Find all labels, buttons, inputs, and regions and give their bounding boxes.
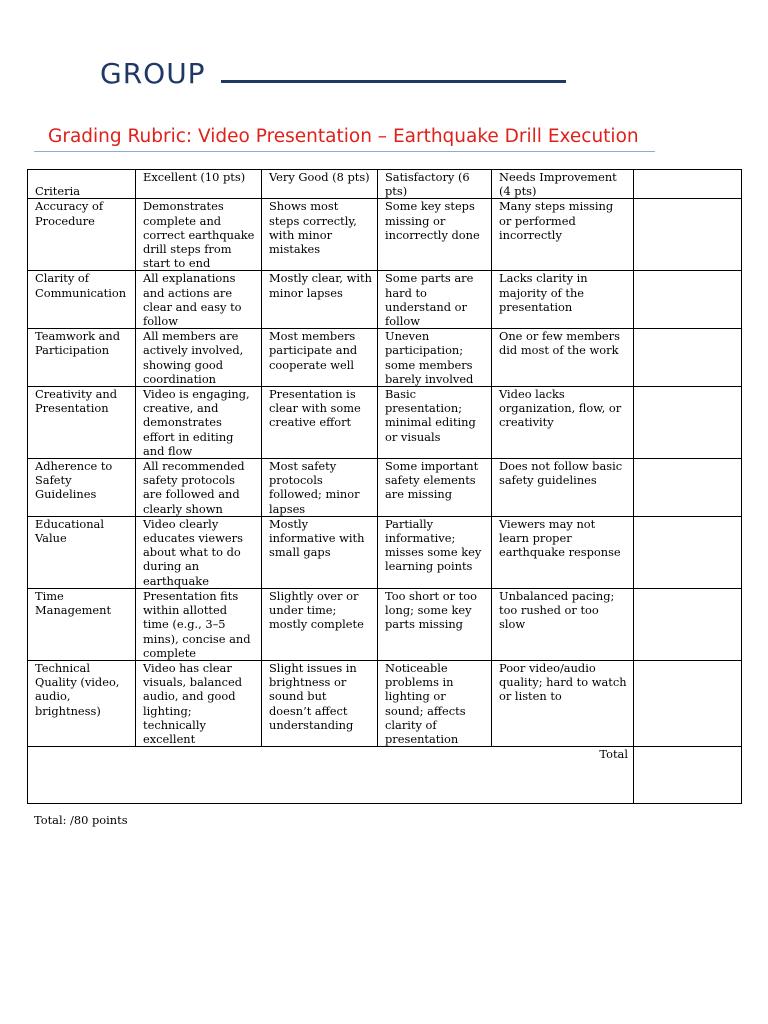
- score-cell[interactable]: [634, 271, 742, 329]
- needs-improvement-cell: Video lacks organization, flow, or creativity: [492, 387, 634, 459]
- group-label: GROUP: [100, 57, 206, 90]
- very-good-cell: Mostly clear, with minor lapses: [262, 271, 378, 329]
- title-divider: [34, 151, 655, 152]
- satisfactory-cell: Uneven participation; some members barely involved: [378, 329, 492, 387]
- satisfactory-cell: Some important safety elements are missing: [378, 459, 492, 517]
- total-label: Total: [28, 747, 634, 804]
- satisfactory-cell: Basic presentation; minimal editing or visuals: [378, 387, 492, 459]
- table-row: [28, 516, 742, 588]
- satisfactory-cell: Noticeable problems in lighting or sound; affects clarity of presentation: [378, 660, 492, 746]
- satisfactory-cell: Partially informative; misses some key learning points: [378, 516, 492, 588]
- header-very-good: Very Good (8 pts): [262, 170, 378, 199]
- score-cell[interactable]: [634, 459, 742, 517]
- satisfactory-cell: Some key steps missing or incorrectly done: [378, 199, 492, 271]
- page-title: Grading Rubric: Video Presentation – Earthquake Drill Execution: [48, 126, 639, 147]
- header-score: [634, 170, 742, 199]
- satisfactory-cell: Too short or too long; some key parts missing: [378, 588, 492, 660]
- very-good-cell: Presentation is clear with some creative effort: [262, 387, 378, 459]
- criteria-cell: Technical Quality (video, audio, brightness): [28, 660, 136, 746]
- very-good-cell: Most members participate and cooperate well: [262, 329, 378, 387]
- satisfactory-cell: Some parts are hard to understand or follow: [378, 271, 492, 329]
- excellent-cell: Demonstrates complete and correct earthquake drill steps from start to end: [136, 199, 262, 271]
- very-good-cell: Slight issues in brightness or sound but doesn’t affect understanding: [262, 660, 378, 746]
- excellent-cell: Video has clear visuals, balanced audio, and good lighting; technically excellent: [136, 660, 262, 746]
- score-cell[interactable]: [634, 387, 742, 459]
- very-good-cell: Most safety protocols followed; minor lapses: [262, 459, 378, 517]
- table-row: [28, 588, 742, 660]
- excellent-cell: All explanations and actions are clear and easy to follow: [136, 271, 262, 329]
- header-criteria-text: Criteria: [35, 184, 81, 199]
- very-good-cell: Shows most steps correctly, with minor mistakes: [262, 199, 378, 271]
- total-points-note: Total: /80 points: [34, 813, 128, 827]
- table-row: [28, 660, 742, 746]
- excellent-cell: Video clearly educates viewers about what to do during an earthquake: [136, 516, 262, 588]
- total-score-cell[interactable]: [634, 747, 742, 804]
- score-cell[interactable]: [634, 516, 742, 588]
- criteria-cell: Creativity and Presentation: [28, 387, 136, 459]
- group-name-blank: [221, 50, 566, 83]
- criteria-cell: Teamwork and Participation: [28, 329, 136, 387]
- header-criteria: [28, 170, 136, 199]
- needs-improvement-cell: Lacks clarity in majority of the presentation: [492, 271, 634, 329]
- needs-improvement-cell: One or few members did most of the work: [492, 329, 634, 387]
- criteria-cell: Time Management: [28, 588, 136, 660]
- score-cell[interactable]: [634, 660, 742, 746]
- group-heading: [100, 50, 566, 90]
- needs-improvement-cell: Unbalanced pacing; too rushed or too slow: [492, 588, 634, 660]
- score-cell[interactable]: [634, 329, 742, 387]
- excellent-cell: Presentation fits within allotted time (e.g., 3–5 mins), concise and complete: [136, 588, 262, 660]
- criteria-cell: Educational Value: [28, 516, 136, 588]
- header-excellent: Excellent (10 pts): [136, 170, 262, 199]
- score-cell[interactable]: [634, 588, 742, 660]
- needs-improvement-cell: Viewers may not learn proper earthquake response: [492, 516, 634, 588]
- score-cell[interactable]: [634, 199, 742, 271]
- very-good-cell: Slightly over or under time; mostly complete: [262, 588, 378, 660]
- needs-improvement-cell: Does not follow basic safety guidelines: [492, 459, 634, 517]
- rubric-table: [27, 169, 742, 804]
- header-needs-improvement: Needs Improvement (4 pts): [492, 170, 634, 199]
- header-satisfactory: Satisfactory (6 pts): [378, 170, 492, 199]
- criteria-cell: Accuracy of Procedure: [28, 199, 136, 271]
- table-row: [28, 387, 742, 459]
- total-row: [28, 747, 742, 804]
- needs-improvement-cell: Poor video/audio quality; hard to watch or listen to: [492, 660, 634, 746]
- table-row: [28, 329, 742, 387]
- very-good-cell: Mostly informative with small gaps: [262, 516, 378, 588]
- table-row: [28, 199, 742, 271]
- table-row: [28, 459, 742, 517]
- excellent-cell: Video is engaging, creative, and demonstrates effort in editing and flow: [136, 387, 262, 459]
- needs-improvement-cell: Many steps missing or performed incorrectly: [492, 199, 634, 271]
- table-row: [28, 271, 742, 329]
- criteria-cell: Adherence to Safety Guidelines: [28, 459, 136, 517]
- criteria-cell: Clarity of Communication: [28, 271, 136, 329]
- header-row: [28, 170, 742, 199]
- excellent-cell: All members are actively involved, showing good coordination: [136, 329, 262, 387]
- excellent-cell: All recommended safety protocols are followed and clearly shown: [136, 459, 262, 517]
